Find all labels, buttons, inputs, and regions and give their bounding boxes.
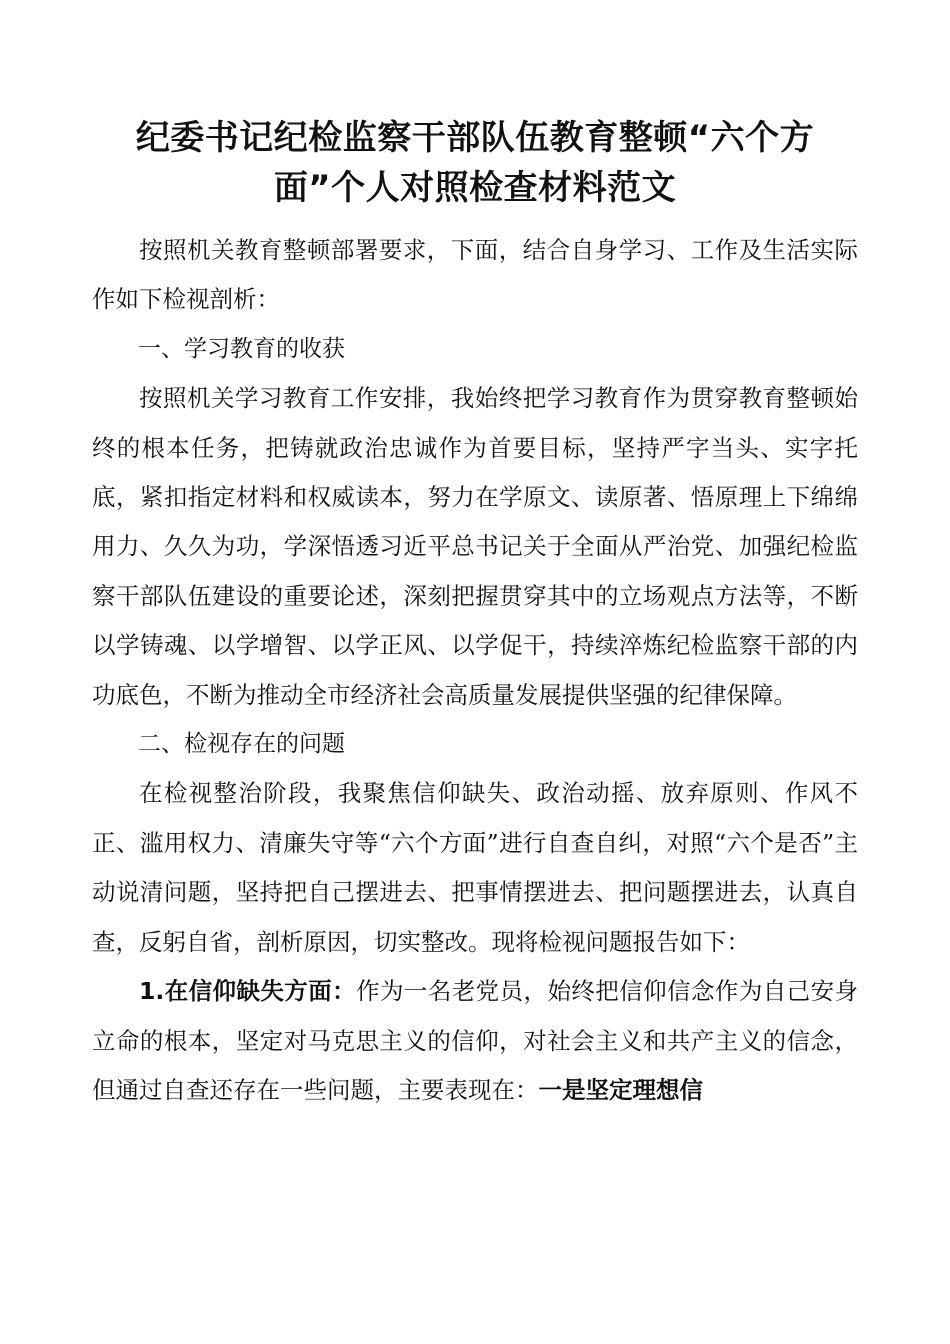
section-2-paragraph: 在检视整治阶段，我聚焦信仰缺失、政治动摇、放弃原则、作风不正、滥用权力、清廉失守等“六个方面”进行自查自纠，对照“六个是否”主动说清问题，坚持把自己摆进去、把事情摆进去、把问题摆进去，认真自查，反躬自省，剖析原因，切实整改。现将检视问题报告如下： (92, 779, 858, 956)
item-1-paragraph (92, 967, 858, 1115)
section-2-heading: 二、检视存在的问题 (138, 731, 345, 758)
section-1-paragraph: 按照机关学习教育工作安排，我始终把学习教育作为贯穿教育整顿始终的根本任务，把铸就政治忠诚作为首要目标，坚持严字当头、实字托底，紧扣指定材料和权威读本，努力在学原文、读原著、悟原理上下绵绵用力、久久为功，学深悟透习近平总书记关于全面从严治党、加强纪检监察干部队伍建设的重要论述，深刻把握贯穿其中的立场观点方法等，不断以学铸魂、以学增智、以学正风、以学促干，持续淬炼纪检监察干部的内功底色，不断为推动全市经济社会高质量发展提供坚强的纪律保障。 (92, 384, 858, 709)
section-1-heading: 一、学习教育的收获 (138, 335, 345, 362)
document-title-line-1: 纪委书记纪检监察干部队伍教育整顿“六个方 (135, 118, 815, 158)
item-1-label: 1.在信仰缺失方面： (139, 977, 357, 1006)
document-body (92, 226, 858, 1115)
intro-paragraph: 按照机关教育整顿部署要求，下面，结合自身学习、工作及生活实际作如下检视剖析： (92, 236, 858, 314)
document-title-line-2: 面”个人对照检查材料范文 (273, 168, 677, 208)
item-1-emphasis: 一是坚定理想信 (538, 1075, 703, 1104)
item-1-text: 作为一名老党员，始终把信仰信念作为自己安身立命的根本，坚定对马克思主义的信仰，对社会主义和共产主义的信念，但通过自查还存在一些问题，主要表现在： (92, 977, 858, 1104)
